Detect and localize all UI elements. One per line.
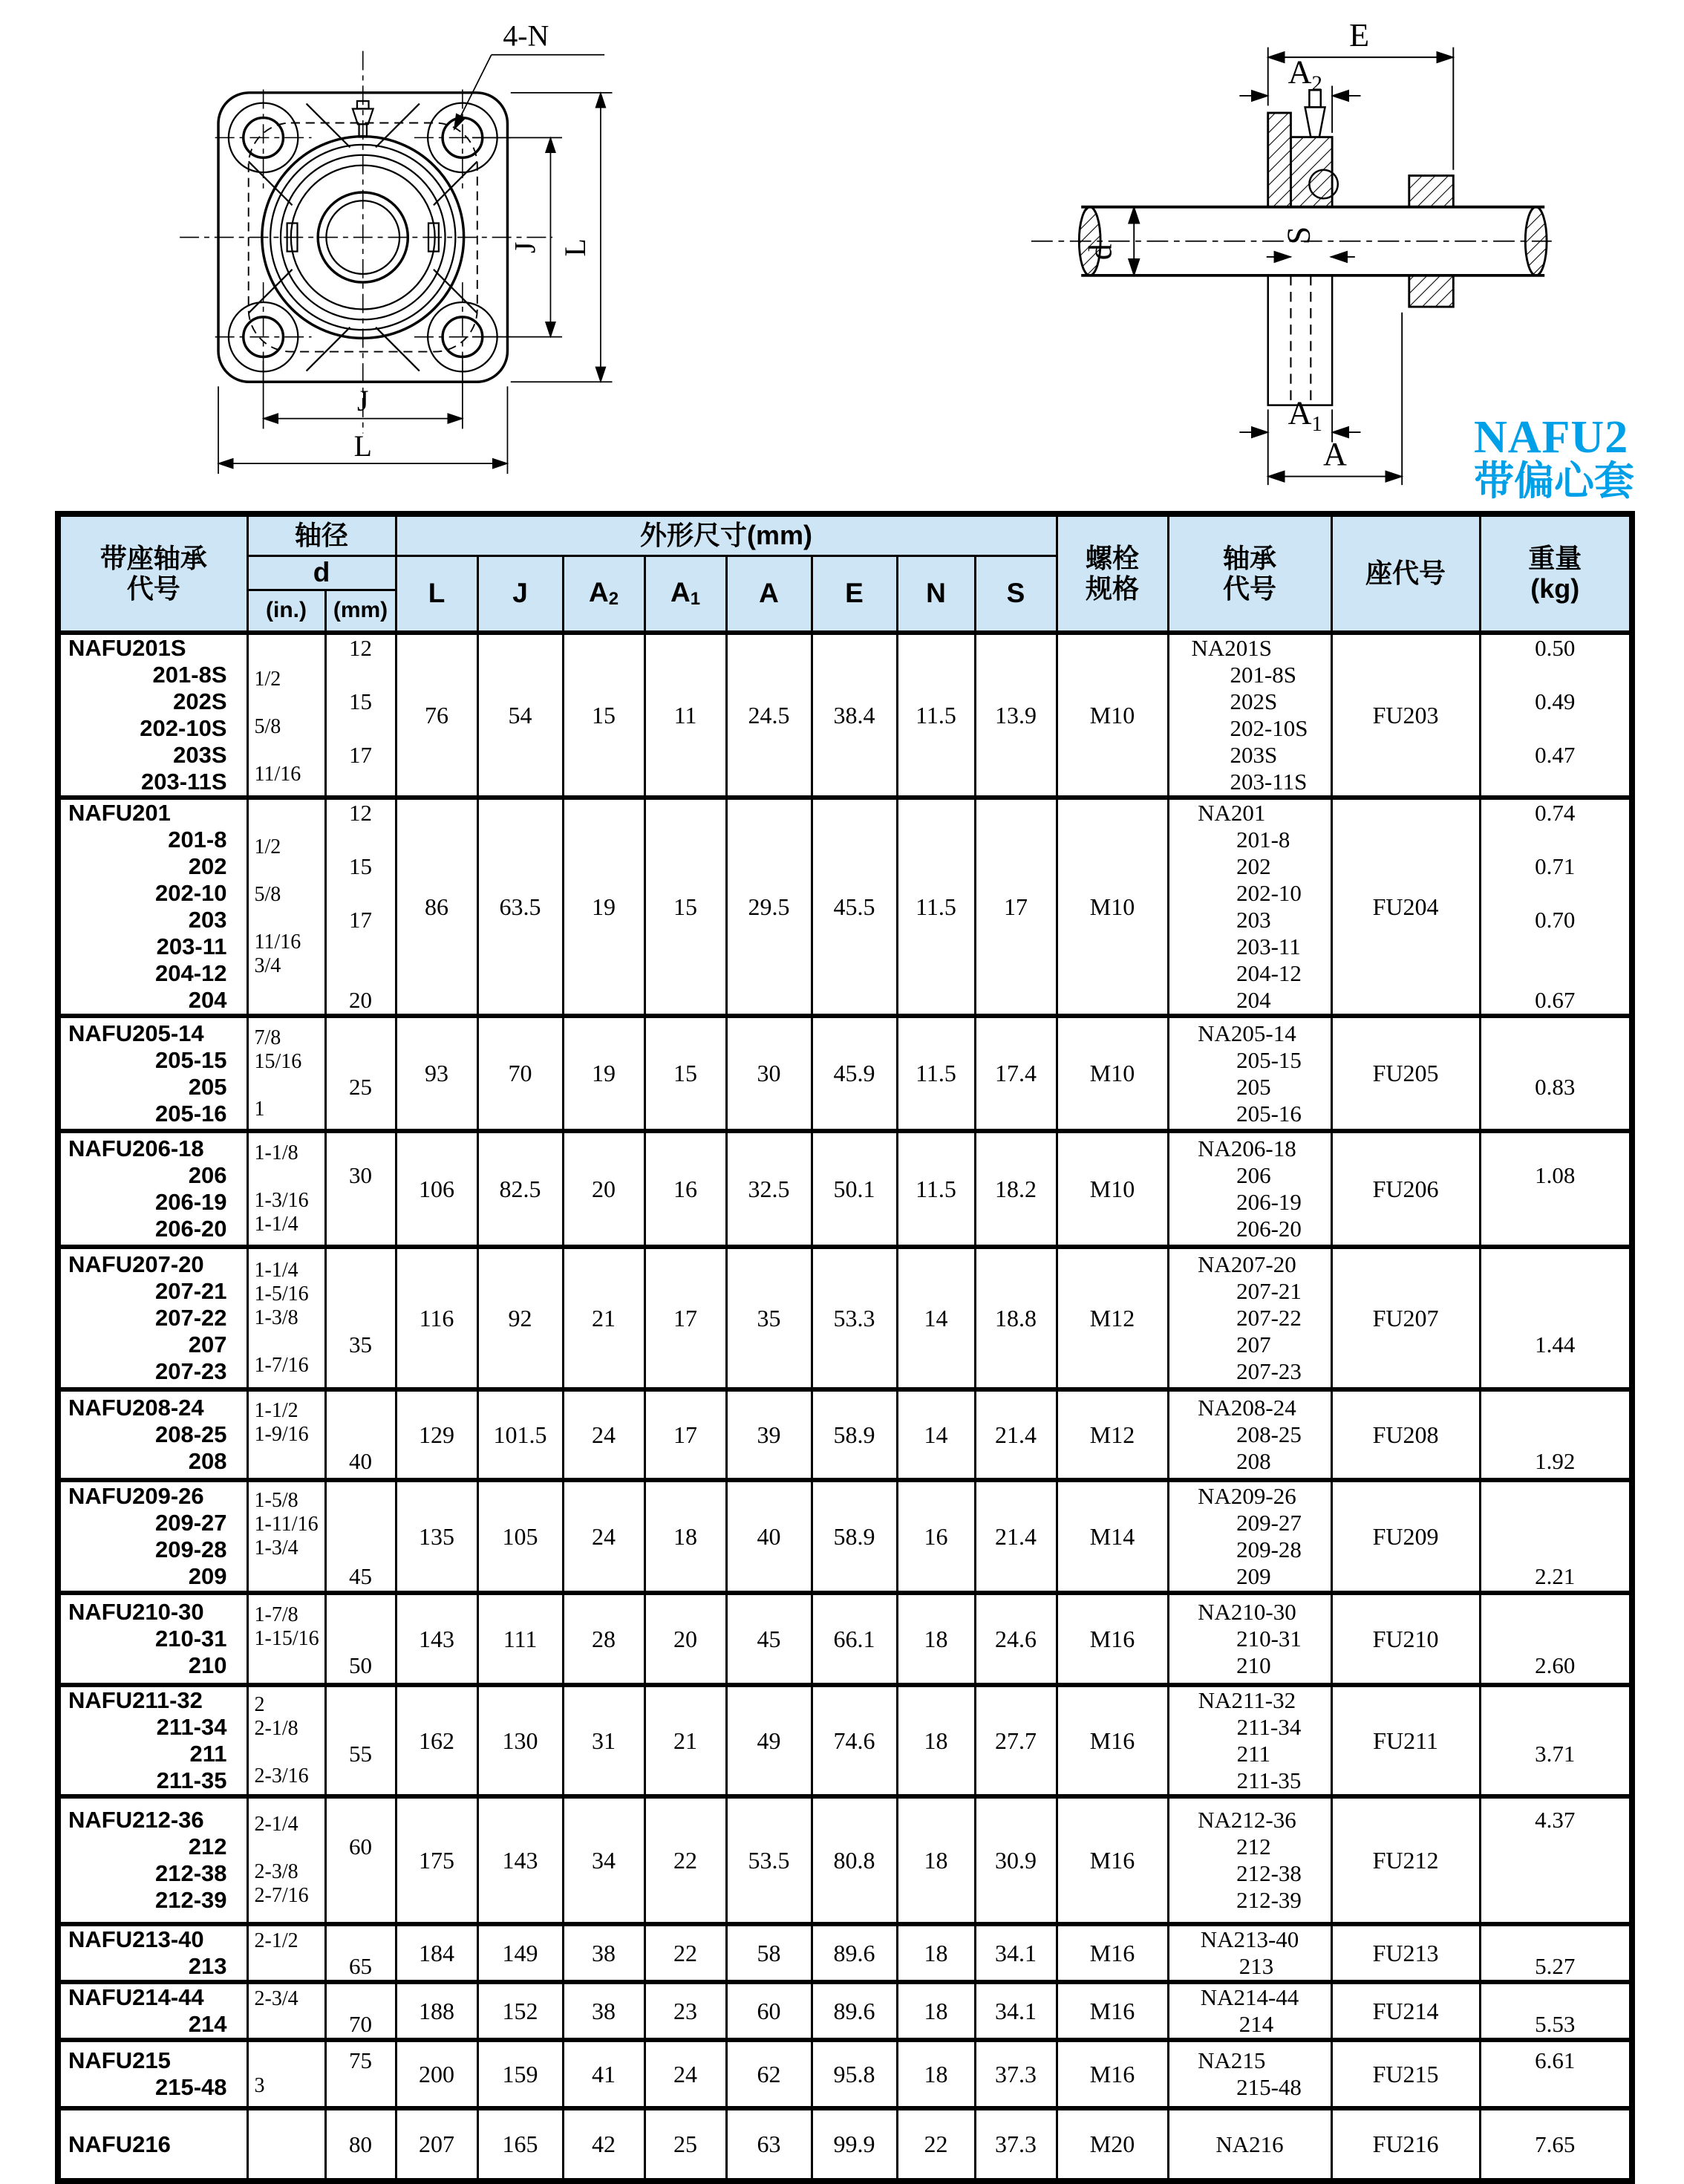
- housing-code-cell: FU205: [1331, 1016, 1480, 1131]
- housing-code-cell: FU213: [1331, 1924, 1480, 1982]
- dim-a2-cell: 15: [563, 633, 644, 798]
- table-row: [58, 1685, 1632, 1796]
- weight-cell: 3.71: [1480, 1685, 1632, 1796]
- shaft-dia-inch-cell: 3: [247, 2040, 325, 2108]
- housing-code-cell: FU212: [1331, 1796, 1480, 1924]
- dim-s-cell: 24.6: [975, 1593, 1057, 1685]
- dim-e-cell: 95.8: [812, 2040, 897, 2108]
- col-header-outer-dimensions: 外形尺寸(mm): [396, 514, 1057, 555]
- dim-j-cell: 105: [477, 1480, 563, 1593]
- rib-line: [376, 104, 420, 148]
- bolt-size-cell: M10: [1057, 1016, 1168, 1131]
- shaft-dia-mm-cell: 70: [325, 1982, 396, 2040]
- dim-e-cell: 45.9: [812, 1016, 897, 1131]
- shaft-dia-inch-cell: 2-3/4: [247, 1982, 325, 2040]
- unit-code-cell: NAFU215 215-48: [58, 2040, 247, 2108]
- bearing-code-cell: NA208-24 208-25 208: [1168, 1389, 1331, 1480]
- table-row: [58, 1924, 1632, 1982]
- dim-a1-cell: 22: [644, 1924, 726, 1982]
- dim-label-d: d: [1082, 244, 1119, 261]
- dim-label-l-bottom: L: [353, 429, 372, 463]
- dim-s-cell: 17: [975, 798, 1057, 1016]
- dim-n-cell: 11.5: [897, 798, 975, 1016]
- dim-j-cell: 92: [477, 1247, 563, 1389]
- dim-a2-cell: 19: [563, 798, 644, 1016]
- dim-j-cell: 101.5: [477, 1389, 563, 1480]
- unit-code-cell: NAFU210-30 210-31 210: [58, 1593, 247, 1685]
- housing-code-cell: FU206: [1331, 1131, 1480, 1247]
- col-header-shaft-diameter: 轴径: [247, 514, 396, 555]
- dim-a-cell: 58: [726, 1924, 812, 1982]
- dim-s-cell: 34.1: [975, 1982, 1057, 2040]
- table-row: [58, 1480, 1632, 1593]
- dim-a-cell: 32.5: [726, 1131, 812, 1247]
- dim-s-cell: 30.9: [975, 1796, 1057, 1924]
- shaft-break-right: [1525, 207, 1547, 276]
- dim-n-cell: 18: [897, 1982, 975, 2040]
- bearing-code-cell: NA210-30 210-31 210: [1168, 1593, 1331, 1685]
- bolt-size-cell: M20: [1057, 2108, 1168, 2181]
- dim-label-e: E: [1349, 16, 1370, 53]
- bolt-size-cell: M12: [1057, 1389, 1168, 1480]
- dim-a-cell: 49: [726, 1685, 812, 1796]
- dim-n-cell: 18: [897, 1685, 975, 1796]
- dim-j-cell: 149: [477, 1924, 563, 1982]
- dim-j-cell: 143: [477, 1796, 563, 1924]
- bearing-code-cell: NA216: [1168, 2108, 1331, 2181]
- bolt-size-cell: M16: [1057, 1593, 1168, 1685]
- dim-s-cell: 21.4: [975, 1480, 1057, 1593]
- shaft-dia-mm-cell: 30: [325, 1131, 396, 1247]
- unit-code-cell: NAFU201S 201-8S 202S 202-10S 203S 203-11S: [58, 633, 247, 798]
- col-header-a: A: [726, 555, 812, 633]
- weight-cell: 0.50 0.49 0.47: [1480, 633, 1632, 798]
- dim-a1-cell: 22: [644, 1796, 726, 1924]
- bearing-code-cell: NA201 201-8 202 202-10 203 203-11 204-12 204: [1168, 798, 1331, 1016]
- bearing-code-cell: NA206-18 206 206-19 206-20: [1168, 1131, 1331, 1247]
- dim-s-cell: 13.9: [975, 633, 1057, 798]
- dim-n-cell: 14: [897, 1389, 975, 1480]
- dim-a2-cell: 24: [563, 1389, 644, 1480]
- col-header-unit-code: [58, 514, 247, 633]
- dim-l-cell: 86: [396, 798, 477, 1016]
- table-row: [58, 1016, 1632, 1131]
- dim-j-cell: 165: [477, 2108, 563, 2181]
- dim-l-cell: 143: [396, 1593, 477, 1685]
- col-header-e: E: [812, 555, 897, 633]
- dim-l-cell: 135: [396, 1480, 477, 1593]
- col-header-a2: $A_2$: [563, 555, 644, 633]
- bolt-size-cell: M12: [1057, 1247, 1168, 1389]
- shaft-dia-inch-cell: 1/2 5/8 11/16: [247, 633, 325, 798]
- bearing-code-cell: NA211-32 211-34 211 211-35: [1168, 1685, 1331, 1796]
- housing-code-cell: FU216: [1331, 2108, 1480, 2181]
- housing-code-cell: FU207: [1331, 1247, 1480, 1389]
- weight-header-line2: (kg): [1530, 573, 1580, 604]
- dim-a-cell: 63: [726, 2108, 812, 2181]
- shaft-dia-mm-cell: 12 15 17: [325, 633, 396, 798]
- dim-e-cell: 50.1: [812, 1131, 897, 1247]
- bolt-size-cell: M14: [1057, 1480, 1168, 1593]
- bearing-code-cell: NA209-26 209-27 209-28 209: [1168, 1480, 1331, 1593]
- dim-j-cell: 70: [477, 1016, 563, 1131]
- shaft-dia-mm-cell: 40: [325, 1389, 396, 1480]
- dim-n-cell: 11.5: [897, 633, 975, 798]
- grease-fitting-neck: [1305, 107, 1325, 137]
- table-row: [58, 2040, 1632, 2108]
- series-description: 带偏心套: [1474, 459, 1634, 504]
- dim-n-cell: 16: [897, 1480, 975, 1593]
- dim-a2-cell: 42: [563, 2108, 644, 2181]
- dim-l-cell: 207: [396, 2108, 477, 2181]
- weight-cell: 5.53: [1480, 1982, 1632, 2040]
- bearing-header-line2: 代号: [1223, 573, 1277, 604]
- dim-s-cell: 18.2: [975, 1131, 1057, 1247]
- weight-cell: 2.21: [1480, 1480, 1632, 1593]
- flange-unit-front-view-drawing: [111, 6, 698, 507]
- dim-n-cell: 14: [897, 1247, 975, 1389]
- weight-cell: 5.27: [1480, 1924, 1632, 1982]
- table-body: [58, 633, 1632, 2181]
- unit-code-cell: NAFU205-14 205-15 205 205-16: [58, 1016, 247, 1131]
- dim-a2-cell: 19: [563, 1016, 644, 1131]
- shaft-dia-inch-cell: 1-7/8 1-15/16: [247, 1593, 325, 1685]
- bolt-size-cell: M16: [1057, 2040, 1168, 2108]
- housing-code-cell: FU209: [1331, 1480, 1480, 1593]
- shaft-dia-inch-cell: 7/8 15/16 1: [247, 1016, 325, 1131]
- dim-j-cell: 152: [477, 1982, 563, 2040]
- dim-l-cell: 162: [396, 1685, 477, 1796]
- shaft-dia-inch-cell: 2 2-1/8 2-3/16: [247, 1685, 325, 1796]
- shaft-dia-inch-cell: 1-5/8 1-11/16 1-3/4: [247, 1480, 325, 1593]
- dim-l-cell: 129: [396, 1389, 477, 1480]
- col-header-l: L: [396, 555, 477, 633]
- col-header-a1: $A_1$: [644, 555, 726, 633]
- dim-n-cell: 11.5: [897, 1131, 975, 1247]
- weight-cell: 0.83: [1480, 1016, 1632, 1131]
- dim-s-cell: 37.3: [975, 2040, 1057, 2108]
- dim-a1-cell: 11: [644, 633, 726, 798]
- dim-a1-cell: 17: [644, 1389, 726, 1480]
- bearing-code-cell: NA215 215-48: [1168, 2040, 1331, 2108]
- housing-code-cell: FU211: [1331, 1685, 1480, 1796]
- dim-j-cell: 159: [477, 2040, 563, 2108]
- dim-l-cell: 116: [396, 1247, 477, 1389]
- dim-s-cell: 37.3: [975, 2108, 1057, 2181]
- eccentric-collar-upper: [1409, 175, 1454, 206]
- dim-a-cell: 39: [726, 1389, 812, 1480]
- unit-code-cell: NAFU211-32 211-34 211 211-35: [58, 1685, 247, 1796]
- shaft-dia-inch-cell: 2-1/2: [247, 1924, 325, 1982]
- bolt-header-line1: 螺栓: [1086, 543, 1140, 574]
- dim-a2-cell: 38: [563, 1982, 644, 2040]
- dim-l-cell: 175: [396, 1796, 477, 1924]
- bearing-code-cell: NA201S 201-8S 202S 202-10S 203S 203-11S: [1168, 633, 1331, 798]
- dim-e-cell: 66.1: [812, 1593, 897, 1685]
- dim-s-cell: 18.8: [975, 1247, 1057, 1389]
- dim-j-cell: 54: [477, 633, 563, 798]
- shaft-dia-mm-cell: 80: [325, 2108, 396, 2181]
- dim-n-cell: 18: [897, 1593, 975, 1685]
- dim-j-cell: 130: [477, 1685, 563, 1796]
- dim-l-cell: 76: [396, 633, 477, 798]
- shaft-dia-mm-cell: 25: [325, 1016, 396, 1131]
- dim-label-j-bottom: J: [357, 385, 369, 418]
- unit-code-cell: NAFU216: [58, 2108, 247, 2181]
- col-header-d: d: [247, 555, 396, 590]
- shaft-dia-inch-cell: [247, 2108, 325, 2181]
- table-row: [58, 798, 1632, 1016]
- shaft-dia-mm-cell: 65: [325, 1924, 396, 1982]
- dim-a-cell: 29.5: [726, 798, 812, 1016]
- dim-s-cell: 34.1: [975, 1924, 1057, 1982]
- bolt-count-note: 4-N: [503, 19, 549, 53]
- flange-step-section: [1290, 137, 1332, 207]
- shaft-dia-inch-cell: 1-1/2 1-9/16: [247, 1389, 325, 1480]
- table-row: [58, 2108, 1632, 2181]
- table-row: [58, 1982, 1632, 2040]
- rib-line: [307, 104, 350, 148]
- dim-s-cell: 27.7: [975, 1685, 1057, 1796]
- dim-n-cell: 18: [897, 1796, 975, 1924]
- col-header-inch: (in.): [247, 590, 325, 633]
- bolt-header-line2: 规格: [1086, 573, 1140, 604]
- dim-j-cell: 111: [477, 1593, 563, 1685]
- bearing-code-cell: NA213-40 213: [1168, 1924, 1331, 1982]
- bearing-header-line1: 轴承: [1223, 543, 1277, 574]
- dim-a-cell: 24.5: [726, 633, 812, 798]
- weight-cell: 2.60: [1480, 1593, 1632, 1685]
- col-header-bolt-size: [1057, 514, 1168, 633]
- dim-a2-cell: 24: [563, 1480, 644, 1593]
- dim-a1-cell: 20: [644, 1593, 726, 1685]
- dim-a-cell: 62: [726, 2040, 812, 2108]
- flange-section-upper: [1268, 113, 1291, 207]
- dim-e-cell: 38.4: [812, 633, 897, 798]
- dim-e-cell: 45.5: [812, 798, 897, 1016]
- dim-s-cell: 17.4: [975, 1016, 1057, 1131]
- dim-a-cell: 45: [726, 1593, 812, 1685]
- col-header-weight: [1480, 514, 1632, 633]
- weight-cell: 1.44: [1480, 1247, 1632, 1389]
- dim-a2-cell: 20: [563, 1131, 644, 1247]
- dim-a2-cell: 28: [563, 1593, 644, 1685]
- unit-code-header-line2: 代号: [126, 573, 180, 604]
- dim-l-cell: 93: [396, 1016, 477, 1131]
- bolt-size-cell: M16: [1057, 1685, 1168, 1796]
- bearing-code-cell: NA207-20 207-21 207-22 207 207-23: [1168, 1247, 1331, 1389]
- dim-n-cell: 18: [897, 2040, 975, 2108]
- shaft-dia-mm-cell: 50: [325, 1593, 396, 1685]
- rib-line: [307, 327, 350, 371]
- shaft-break-left: [1079, 207, 1100, 276]
- dim-a1-cell: 24: [644, 2040, 726, 2108]
- unit-code-cell: NAFU207-20 207-21 207-22 207 207-23: [58, 1247, 247, 1389]
- dim-a2-cell: 38: [563, 1924, 644, 1982]
- shaft-dia-mm-cell: 75: [325, 2040, 396, 2108]
- shaft-dia-inch-cell: 1-1/4 1-5/16 1-3/8 1-7/16: [247, 1247, 325, 1389]
- col-header-bearing-code: [1168, 514, 1331, 633]
- shaft-dia-inch-cell: 1/2 5/8 11/16 3/4: [247, 798, 325, 1016]
- dim-a1-cell: 16: [644, 1131, 726, 1247]
- bolt-size-cell: M10: [1057, 633, 1168, 798]
- dim-label-l-right: L: [559, 238, 593, 257]
- dim-l-cell: 200: [396, 2040, 477, 2108]
- table-row: [58, 633, 1632, 798]
- bolt-size-cell: M10: [1057, 1131, 1168, 1247]
- shaft-dia-mm-cell: 12 15 17 20: [325, 798, 396, 1016]
- dim-a-cell: 53.5: [726, 1796, 812, 1924]
- col-header-j: J: [477, 555, 563, 633]
- dim-e-cell: 80.8: [812, 1796, 897, 1924]
- bearing-spec-table: [55, 511, 1635, 2184]
- weight-cell: 4.37: [1480, 1796, 1632, 1924]
- col-header-n: N: [897, 555, 975, 633]
- housing-code-cell: FU215: [1331, 2040, 1480, 2108]
- dim-e-cell: 89.6: [812, 1982, 897, 2040]
- weight-cell: 6.61: [1480, 2040, 1632, 2108]
- dim-e-cell: 99.9: [812, 2108, 897, 2181]
- dim-label-j-right: J: [509, 241, 542, 254]
- bearing-code-cell: NA205-14 205-15 205 205-16: [1168, 1016, 1331, 1131]
- unit-code-cell: NAFU201 201-8 202 202-10 203 203-11 204-12 204: [58, 798, 247, 1016]
- dim-n-cell: 18: [897, 1924, 975, 1982]
- housing-code-cell: FU214: [1331, 1982, 1480, 2040]
- col-header-mm: (mm): [325, 590, 396, 633]
- dim-e-cell: 58.9: [812, 1480, 897, 1593]
- dim-label-a1: $A_1$: [1288, 394, 1322, 437]
- series-code: NAFU2: [1474, 412, 1629, 463]
- housing-code-cell: FU203: [1331, 633, 1480, 798]
- unit-code-header-line1: 带座轴承: [99, 543, 207, 574]
- eccentric-collar-lower: [1409, 276, 1454, 307]
- shaft-dia-mm-cell: 35: [325, 1247, 396, 1389]
- table-row: [58, 1247, 1632, 1389]
- unit-code-cell: NAFU212-36 212 212-38 212-39: [58, 1796, 247, 1924]
- dim-a-cell: 60: [726, 1982, 812, 2040]
- dim-l-cell: 184: [396, 1924, 477, 1982]
- shaft-dia-mm-cell: 60: [325, 1796, 396, 1924]
- dim-label-s: S: [1280, 226, 1317, 245]
- dim-a1-cell: 15: [644, 798, 726, 1016]
- dim-e-cell: 74.6: [812, 1685, 897, 1796]
- dim-a-cell: 30: [726, 1016, 812, 1131]
- weight-cell: 7.65: [1480, 2108, 1632, 2181]
- unit-code-cell: NAFU209-26 209-27 209-28 209: [58, 1480, 247, 1593]
- unit-code-cell: NAFU213-40 213: [58, 1924, 247, 1982]
- col-header-s: S: [975, 555, 1057, 633]
- table-row: [58, 1131, 1632, 1247]
- dim-a1-cell: 25: [644, 2108, 726, 2181]
- dim-e-cell: 53.3: [812, 1247, 897, 1389]
- unit-code-cell: NAFU214-44 214: [58, 1982, 247, 2040]
- dim-a-cell: 35: [726, 1247, 812, 1389]
- dim-a1-cell: 23: [644, 1982, 726, 2040]
- dim-n-cell: 11.5: [897, 1016, 975, 1131]
- dim-s-cell: 21.4: [975, 1389, 1057, 1480]
- table-header: [58, 514, 1632, 633]
- dim-a1-cell: 21: [644, 1685, 726, 1796]
- weight-cell: 1.08: [1480, 1131, 1632, 1247]
- dim-n-cell: 22: [897, 2108, 975, 2181]
- shaft-dia-mm-cell: 55: [325, 1685, 396, 1796]
- dim-a2-cell: 21: [563, 1247, 644, 1389]
- dim-j-cell: 82.5: [477, 1131, 563, 1247]
- dim-label-a: A: [1323, 436, 1347, 473]
- dim-l-cell: 106: [396, 1131, 477, 1247]
- flange-section-lower: [1268, 276, 1332, 405]
- dim-j-cell: 63.5: [477, 798, 563, 1016]
- shaft-dia-inch-cell: 1-1/8 1-3/16 1-1/4: [247, 1131, 325, 1247]
- weight-header-line1: 重量: [1528, 543, 1582, 574]
- unit-code-cell: NAFU206-18 206 206-19 206-20: [58, 1131, 247, 1247]
- dim-a1-cell: 18: [644, 1480, 726, 1593]
- dim-a2-cell: 34: [563, 1796, 644, 1924]
- housing-code-cell: FU210: [1331, 1593, 1480, 1685]
- dim-e-cell: 58.9: [812, 1389, 897, 1480]
- dim-a1-cell: 15: [644, 1016, 726, 1131]
- col-header-housing-code: 座代号: [1331, 514, 1480, 633]
- unit-code-cell: NAFU208-24 208-25 208: [58, 1389, 247, 1480]
- bolt-size-cell: M16: [1057, 1796, 1168, 1924]
- weight-cell: 1.92: [1480, 1389, 1632, 1480]
- weight-cell: 0.74 0.71 0.70 0.67: [1480, 798, 1632, 1016]
- dim-a2-cell: 41: [563, 2040, 644, 2108]
- dim-a2-cell: 31: [563, 1685, 644, 1796]
- dim-a1-cell: 17: [644, 1247, 726, 1389]
- shaft-dia-mm-cell: 45: [325, 1480, 396, 1593]
- bolt-size-cell: M16: [1057, 1982, 1168, 2040]
- housing-code-cell: FU208: [1331, 1389, 1480, 1480]
- table-row: [58, 1593, 1632, 1685]
- housing-code-cell: FU204: [1331, 798, 1480, 1016]
- bolt-size-cell: M16: [1057, 1924, 1168, 1982]
- series-label-block: [1474, 414, 1684, 502]
- shaft-dia-inch-cell: 2-1/4 2-3/8 2-7/16: [247, 1796, 325, 1924]
- table-row: [58, 1796, 1632, 1924]
- table-row: [58, 1389, 1632, 1480]
- bearing-code-cell: NA214-44 214: [1168, 1982, 1331, 2040]
- dim-e-cell: 89.6: [812, 1924, 897, 1982]
- dim-l-cell: 188: [396, 1982, 477, 2040]
- dim-label-a2: $A_2$: [1288, 53, 1322, 96]
- bearing-code-cell: NA212-36 212 212-38 212-39: [1168, 1796, 1331, 1924]
- bolt-size-cell: M10: [1057, 798, 1168, 1016]
- rib-line: [376, 327, 420, 371]
- dim-a-cell: 40: [726, 1480, 812, 1593]
